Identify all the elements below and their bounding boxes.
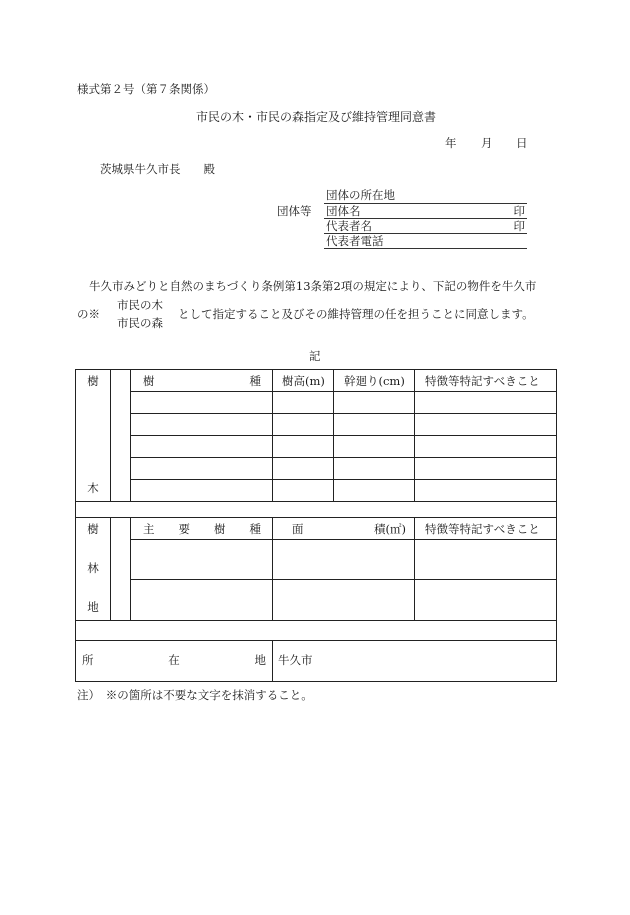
- trees-header-features: 特徴等特記すべきこと: [425, 374, 540, 388]
- group-address-label: 団体の所在地: [326, 188, 395, 202]
- table-rule: [75, 640, 557, 641]
- table-rule: [130, 391, 557, 392]
- location-label-char: 在: [168, 653, 180, 667]
- table-rule: [130, 579, 557, 580]
- table-border-right: [556, 369, 557, 682]
- trees-side-label-char: 樹: [87, 374, 99, 388]
- seal-mark: 印: [513, 204, 525, 218]
- trees-side-label: [76, 376, 110, 494]
- footnote: 注） ※の箇所は不要な文字を抹消すること。: [77, 688, 313, 702]
- forest-header-char: 面: [292, 522, 304, 536]
- table-rule: [75, 517, 557, 518]
- representative-name-field[interactable]: [324, 220, 527, 234]
- representative-phone-label: 代表者電話: [326, 234, 384, 248]
- table-rule: [333, 369, 334, 501]
- trees-side-label-char: 木: [87, 480, 99, 495]
- location-label-char: 地: [254, 653, 266, 667]
- forest-side-label: [76, 524, 110, 613]
- seal-mark: 印: [513, 219, 525, 233]
- table-rule: [414, 517, 415, 620]
- table-rule: [130, 517, 131, 620]
- group-label: 団体等: [277, 204, 312, 218]
- table-rule: [272, 640, 273, 681]
- forest-header-char: 種: [249, 522, 261, 536]
- table-rule: [130, 435, 557, 436]
- location-label: [82, 655, 266, 667]
- group-name-field[interactable]: [324, 205, 527, 219]
- forest-header-features: 特徴等特記すべきこと: [425, 522, 540, 536]
- table-rule: [272, 369, 273, 501]
- body-line-2-suffix: として指定すること及びその維持管理の任を担うことに同意します。: [178, 307, 534, 321]
- trees-header-height: 樹高(m): [282, 374, 325, 388]
- table-rule: [130, 479, 557, 480]
- trees-header-species-char: 樹: [143, 374, 155, 388]
- table-rule: [75, 620, 557, 621]
- table-rule: [110, 517, 111, 620]
- table-rule: [130, 413, 557, 414]
- document-title: 市民の木・市民の森指定及び維持管理同意書: [196, 110, 437, 124]
- forest-side-label-char: 地: [87, 599, 99, 614]
- table-rule: [75, 369, 557, 370]
- group-address-field[interactable]: [324, 189, 527, 204]
- trees-header-girth: 幹廻り(cm): [344, 374, 405, 388]
- representative-phone-field[interactable]: [324, 235, 527, 249]
- table-rule: [130, 457, 557, 458]
- forest-side-label-char: 樹: [87, 522, 99, 536]
- trees-header-species: [143, 376, 261, 388]
- table-rule: [130, 369, 131, 501]
- table-rule: [110, 369, 111, 501]
- date-month-label: 月: [481, 136, 493, 150]
- date-day-label: 日: [516, 136, 528, 150]
- option-civic-tree[interactable]: 市民の木: [117, 298, 163, 312]
- table-rule: [75, 681, 557, 682]
- body-line-1: 牛久市みどりと自然のまちづくり条例第13条第2項の規定により、下記の物件を牛久市: [89, 279, 537, 293]
- form-number: 様式第２号（第７条関係）: [77, 82, 215, 96]
- table-rule: [130, 539, 557, 540]
- table-rule: [75, 501, 557, 502]
- group-name-label: 団体名: [326, 204, 361, 218]
- body-line-2-prefix: の※: [77, 307, 100, 321]
- addressee: 茨城県牛久市長 殿: [100, 162, 215, 176]
- forest-header-char: 要: [178, 522, 190, 536]
- table-rule: [414, 369, 415, 501]
- location-value[interactable]: 牛久市: [278, 653, 313, 667]
- location-label-char: 所: [82, 653, 94, 667]
- date-year-label: 年: [445, 136, 457, 150]
- forest-header-char: 主: [143, 522, 155, 536]
- forest-side-label-char: 林: [87, 560, 99, 575]
- note-heading: 記: [309, 349, 321, 363]
- option-civic-forest[interactable]: 市民の森: [117, 316, 163, 330]
- representative-name-label: 代表者名: [326, 219, 372, 233]
- forest-header-main-species: [143, 524, 261, 536]
- table-rule: [272, 517, 273, 620]
- trees-header-species-char: 種: [249, 374, 261, 388]
- forest-header-char: 積(㎡): [374, 522, 406, 536]
- forest-header-char: 樹: [214, 522, 226, 536]
- forest-header-area: [292, 524, 406, 536]
